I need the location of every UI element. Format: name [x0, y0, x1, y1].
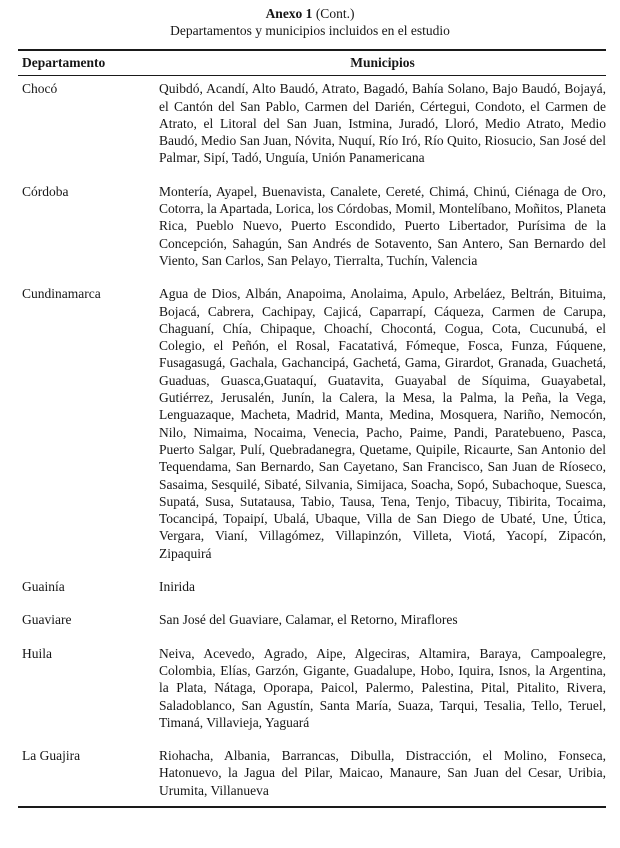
- departamento-cell: Huila: [22, 645, 52, 661]
- departamento-cell: Chocó: [22, 81, 58, 97]
- header-departamento: Departamento: [22, 55, 106, 70]
- header-municipios: Municipios: [350, 55, 415, 70]
- departamento-cell: Guainía: [22, 579, 65, 595]
- departments-municipalities-table: [18, 49, 606, 808]
- page-title: [0, 5, 620, 22]
- page-subtitle: Departamentos y municipios incluidos en el estudio: [170, 23, 450, 38]
- departamento-cell: La Guajira: [22, 748, 81, 764]
- table-row: [18, 277, 606, 570]
- table-row: [18, 637, 606, 739]
- annex-cont-label: (Cont.): [312, 6, 355, 21]
- departamento-cell: Córdoba: [22, 183, 69, 199]
- municipios-cell: San José del Guaviare, Calamar, el Retorno, Miraflores: [159, 612, 458, 628]
- table-row: [18, 570, 606, 603]
- table-header-row: [18, 51, 606, 76]
- table-row: [18, 175, 606, 277]
- municipios-cell: Quibdó, Acandí, Alto Baudó, Atrato, Bagadó, Bahía Solano, Bajo Baudó, Bojayá, el Cantón del San Pablo, Carmen del Darién, Cértegui, Condoto, el Carmen de Atrato, el Litoral del San Juan, Istmina, Juradó, Lloró, Medio Atrato, Medio Baudó, Medio San Juan, Nóvita, Nuquí, Río Iró, Río Quito, Riosucio, San José del Palmar, Sipí, Tadó, Unguía, Unión Panamericana: [159, 81, 606, 166]
- table-row: [18, 739, 606, 806]
- annex-label: Anexo 1: [265, 6, 313, 21]
- municipios-cell: Montería, Ayapel, Buenavista, Canalete, Cereté, Chimá, Chinú, Ciénaga de Oro, Cotorra, la Apartada, Lorica, los Córdobas, Momil, Montelíbano, Moñitos, Planeta Rica, Pueblo Nuevo, Puerto Escondido, Puerto Libertador, Purísima de la Concepción, Sahagún, San Andrés de Sotavento, San Antero, San Bernardo del Viento, San Carlos, San Pelayo, Tierralta, Tuchín, Valencia: [159, 183, 606, 268]
- table-row: [18, 603, 606, 636]
- municipios-cell: Agua de Dios, Albán, Anapoima, Anolaima, Apulo, Arbeláez, Beltrán, Bituima, Bojacá, Cabrera, Cachipay, Cajicá, Caparrapí, Cáqueza, Carmen de Carupa, Chaguaní, Chía, Chipaque, Choachí, Chocontá, Cogua, Cota, Cucunubá, el Colegio, el Peñón, el Rosal, Facatativá, Fómeque, Fosca, Funza, Fúquene, Fusagasugá, Gachala, Gachancipá, Gachetá, Gama, Girardot, Granada, Guachetá, Guaduas, Guasca,Guataquí, Guatavita, Guayabal de Síquima, Guayabetal, Gutiérrez, Jerusalén, Junín, la Calera, la Mesa, la Palma, la Peña, la Vega, Lenguazaque, Macheta, Madrid, Manta, Medina, Mosquera, Nariño, Nemocón, Nilo, Nimaima, Nocaima, Venecia, Pacho, Paime, Pandi, Paratebueno, Pasca, Puerto Salgar, Pulí, Quebradanegra, Quetame, Quipile, Ricaurte, San Antonio del Tequendama, San Bernardo, San Cayetano, San Francisco, San Juan de Ríoseco, Sasaima, Sesquilé, Sibaté, Silvania, Simijaca, Soacha, Sopó, Subachoque, Suesca, Supatá, Susa, Sutatausa, Tabio, Tausa, Tena, Tenjo, Tibacuy, Tibirita, Tocaima, Tocancipá, Topaipí, Ubalá, Ubaque, Villa de San Diego de Ubaté, Une, Útica, Vergara, Vianí, Villagómez, Villapinzón, Villeta, Viotá, Yacopí, Zipacón, Zipaquirá: [159, 286, 606, 561]
- departamento-cell: Guaviare: [22, 612, 72, 628]
- municipios-cell: Neiva, Acevedo, Agrado, Aipe, Algeciras, Altamira, Baraya, Campoalegre, Colombia, Elías, Garzón, Gigante, Guadalupe, Hobo, Iquira, Isnos, la Argentina, la Plata, Nátaga, Oporapa, Paicol, Palermo, Palestina, Pital, Pitalito, Rivera, Saladoblanco, San Agustín, Santa María, Suaza, Tarqui, Tesalia, Tello, Teruel, Timaná, Villavieja, Yaguará: [159, 645, 606, 730]
- table-row: [18, 76, 606, 174]
- municipios-cell: Inirida: [159, 579, 195, 595]
- municipios-cell: Riohacha, Albania, Barrancas, Dibulla, Distracción, el Molino, Fonseca, Hatonuevo, la Jagua del Pilar, Maicao, Manaure, San Juan del Cesar, Uribia, Urumita, Villanueva: [159, 748, 606, 798]
- departamento-cell: Cundinamarca: [22, 286, 101, 302]
